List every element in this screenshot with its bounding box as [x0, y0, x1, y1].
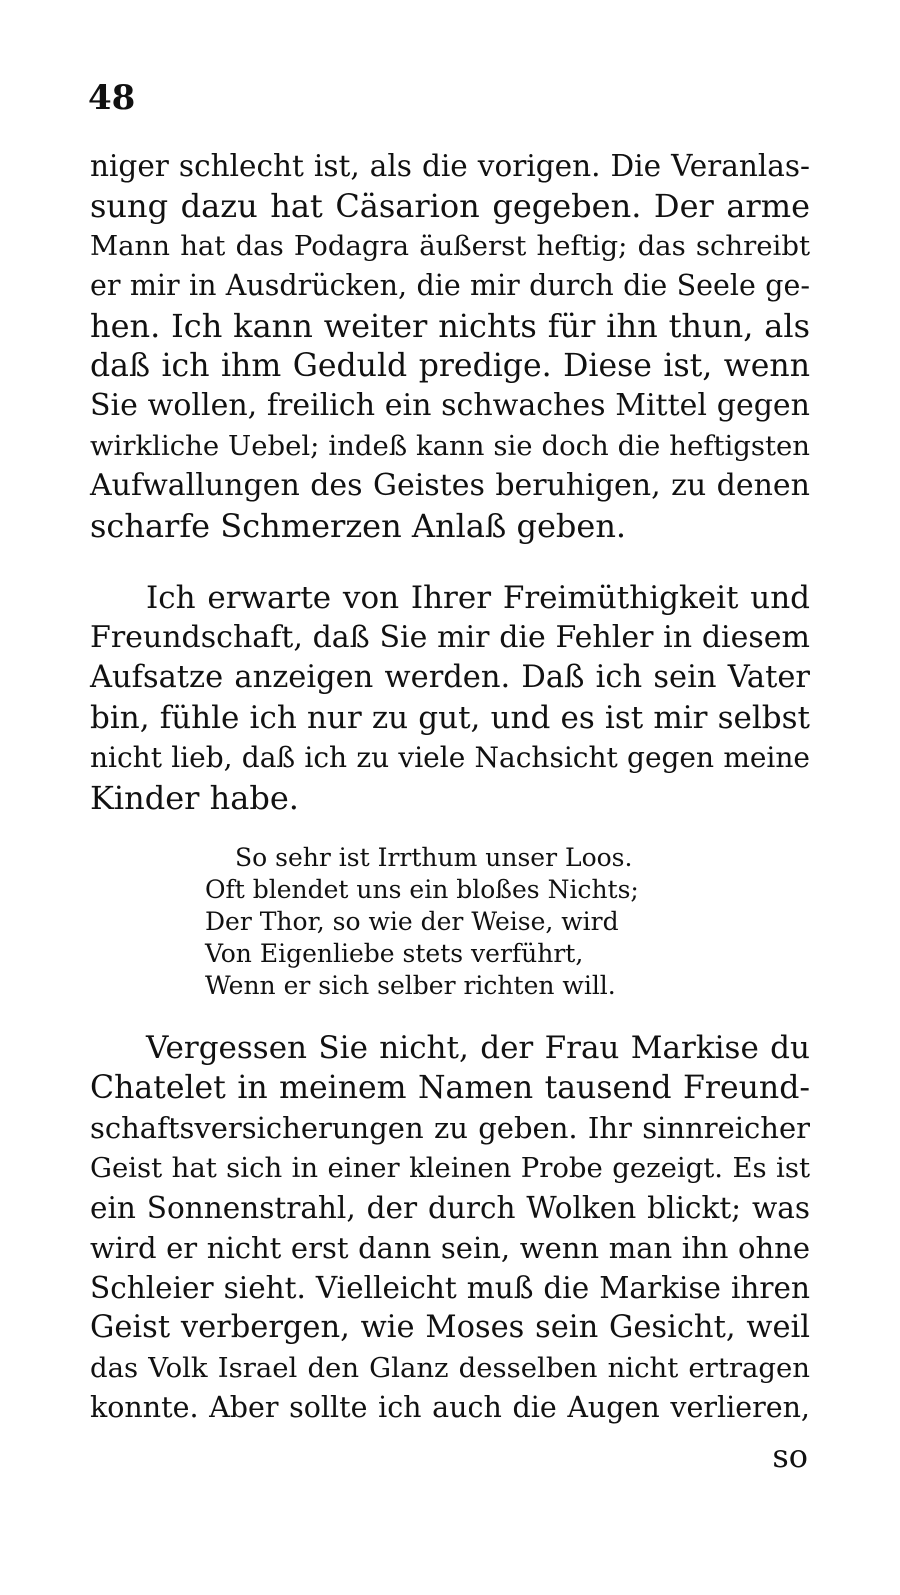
text-line: daß ich ihm Geduld predige. Diese ist, wenn — [90, 348, 810, 384]
text-line: niger schlecht ist, als die vorigen. Die Veranlas- — [90, 149, 810, 183]
text-line: wirkliche Uebel; indeß kann sie doch die heftigsten — [90, 430, 810, 462]
text-line: konnte. Aber sollte ich auch die Augen verlieren, — [90, 1391, 810, 1424]
text-line: er mir in Ausdrücken, die mir durch die Seele ge- — [90, 269, 810, 302]
text-line: bin, fühle ich nur zu gut, und es ist mir selbst — [90, 700, 810, 736]
verse-line: So sehr ist Irrthum unser Loos. — [235, 843, 633, 872]
text-line: sung dazu hat Cäsarion gegeben. Der arme — [90, 187, 810, 225]
text-line: Freundschaft, daß Sie mir die Fehler in diesem — [90, 620, 810, 655]
text-line: Vergessen Sie nicht, der Frau Markise du — [146, 1030, 810, 1066]
text-line: wird er nicht erst dann sein, wenn man ihn ohne — [90, 1231, 810, 1265]
text-line: hen. Ich kann weiter nichts für ihn thun, als — [90, 307, 810, 345]
catchword: so — [772, 1437, 808, 1475]
page-number: 48 — [88, 78, 136, 118]
text-line: Schleier sieht. Vielleicht muß die Markise ihren — [90, 1271, 810, 1305]
verse-line: Oft blendet uns ein bloßes Nichts; — [205, 875, 639, 904]
verse-block — [205, 842, 765, 1002]
text-line: Geist verbergen, wie Moses sein Gesicht, weil — [90, 1310, 810, 1345]
text-line: Mann hat das Podagra äußerst heftig; das schreibt — [90, 230, 810, 262]
text-line: Chatelet in meinem Namen tausend Freund- — [90, 1070, 810, 1106]
text-line: das Volk Israel den Glanz desselben nicht ertragen — [90, 1352, 810, 1384]
text-line: Sie wollen, freilich ein schwaches Mittel gegen — [90, 388, 810, 423]
verse-line: Der Thor, so wie der Weise, wird — [205, 907, 619, 936]
paragraph-3 — [90, 1028, 810, 1428]
text-line: ein Sonnenstrahl, der durch Wolken blickt; was — [90, 1191, 810, 1225]
text-line: Geist hat sich in einer kleinen Probe gezeigt. Es ist — [90, 1152, 810, 1184]
text-line: scharfe Schmerzen Anlaß geben. — [90, 507, 627, 545]
paragraph-2 — [90, 578, 810, 818]
text-line: schaftsversicherungen zu geben. Ihr sinnreicher — [90, 1111, 810, 1145]
text-line: Ich erwarte von Ihrer Freimüthigkeit und — [146, 580, 810, 616]
text-line: nicht lieb, daß ich zu viele Nachsicht gegen meine — [90, 741, 810, 774]
text-line: Kinder habe. — [90, 779, 299, 817]
verse-line: Wenn er sich selber richten will. — [205, 971, 616, 1000]
text-line: Aufwallungen des Geistes beruhigen, zu denen — [90, 468, 810, 503]
verse-line: Von Eigenliebe stets verführt, — [205, 939, 584, 968]
paragraph-1 — [90, 146, 810, 546]
text-line: Aufsatze anzeigen werden. Daß ich sein Vater — [90, 660, 810, 695]
